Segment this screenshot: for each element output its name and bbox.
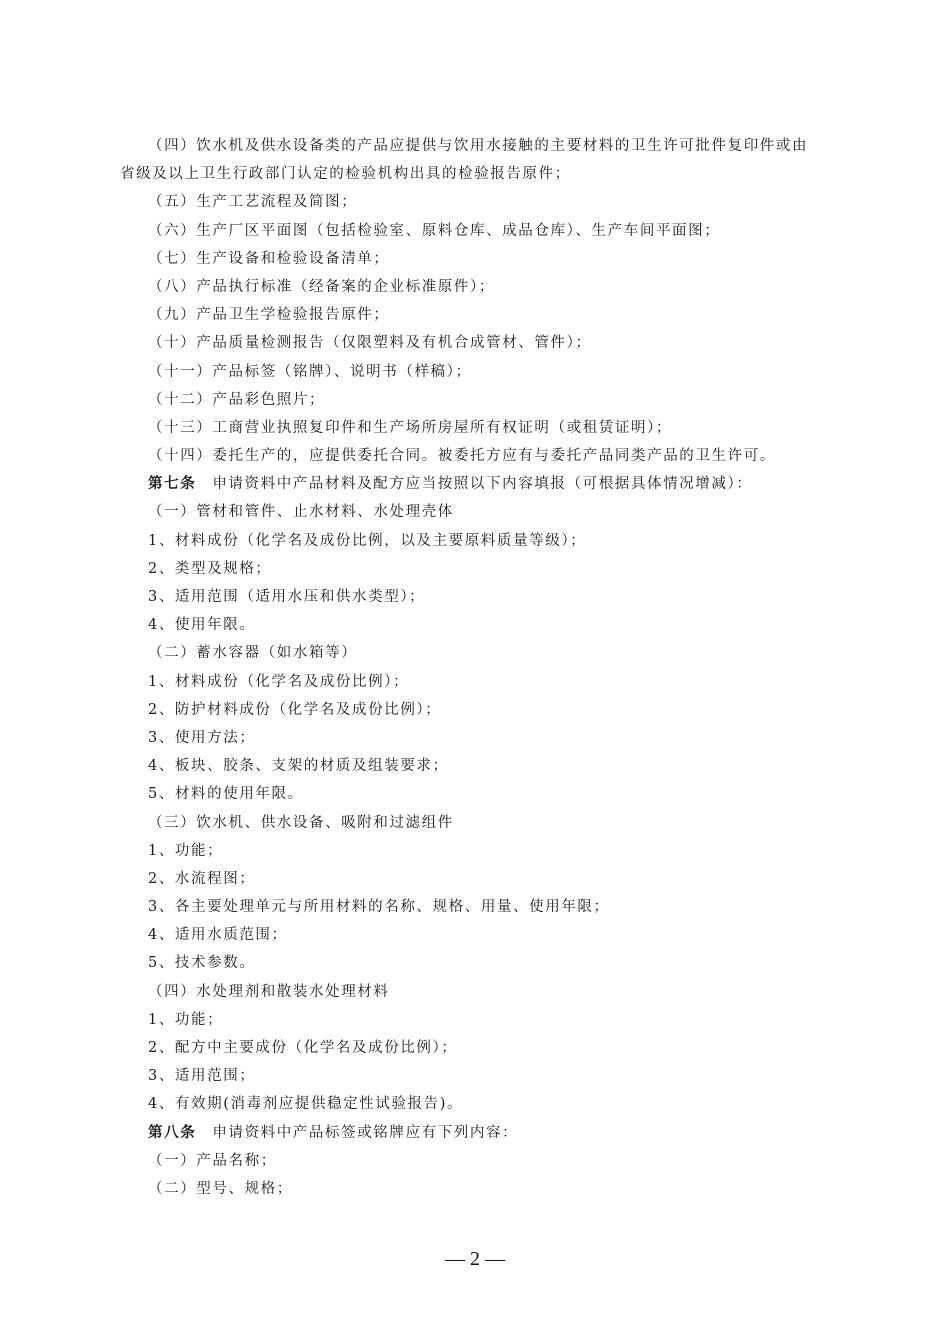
page-number: — 2 — [445,1248,505,1270]
paragraph-line: 省级及以上卫生行政部门认定的检验机构出具的检验报告原件； [120,166,571,183]
article-heading: 第八条 [148,1123,197,1141]
list-item: 3、适用范围； [148,1068,256,1085]
list-item: 5、技术参数。 [148,955,256,972]
list-item: 2、水流程图； [148,870,256,887]
section-heading: （二）蓄水容器（如水箱等） [148,645,358,662]
article-text: 申请资料中产品标签或铭牌应有下列内容： [212,1124,519,1141]
list-item: （八）产品执行标准（经备案的企业标准原件）； [148,278,495,295]
list-item: 5、材料的使用年限。 [148,786,304,803]
list-item: 3、使用方法； [148,729,256,746]
section-heading: （一）管材和管件、止水材料、水处理壳体 [148,504,454,521]
list-item: 2、类型及规格； [148,560,272,577]
list-item: 4、适用水质范围； [148,927,288,944]
list-item: （十二）产品彩色照片； [148,391,326,408]
list-item: （十一）产品标签（铭牌）、说明书（样稿）； [148,363,472,380]
list-item: 1、功能； [148,842,224,859]
section-heading: （四）水处理剂和散装水处理材料 [148,983,390,1000]
document-body [120,132,840,1203]
list-item: （六）生产厂区平面图（包括检验室、原料仓库、成品仓库）、生产车间平面图； [148,222,721,239]
article-text: 申请资料中产品材料及配方应当按照以下内容填报（可根据具体情况增减）： [212,476,753,493]
article-heading: 第七条 [148,475,197,493]
list-item: 4、板块、胶条、支架的材质及组装要求； [148,758,449,775]
list-item: 2、配方中主要成份（化学名及成份比例）； [148,1040,458,1056]
list-item: 1、功能； [148,1011,224,1028]
section-heading: （三）饮水机、供水设备、吸附和过滤组件 [148,814,454,831]
list-item: 4、使用年限。 [148,617,256,634]
list-item: （七）生产设备和检验设备清单； [148,250,390,267]
list-item: （一）产品名称； [148,1152,277,1169]
list-item: （二）型号、规格； [148,1180,293,1197]
list-item: 1、材料成份（化学名及成份比例，以及主要原料质量等级）； [148,532,587,549]
list-item: （十）产品质量检测报告（仅限塑料及有机合成管材、管件）； [148,335,592,352]
list-item: （九）产品卫生学检验报告原件； [148,307,390,324]
list-item: （十三）工商营业执照复印件和生产场所房屋所有权证明（或租赁证明）； [148,419,673,436]
article-seven [120,470,840,498]
list-item: 3、适用范围（适用水压和供水类型）； [148,589,426,605]
list-item: 2、防护材料成份（化学名及成份比例）； [148,701,442,718]
list-item: （五）生产工艺流程及简图； [148,194,358,211]
list-item: 1、材料成份（化学名及成份比例）； [148,673,410,690]
list-item: 4、有效期(消毒剂应提供稳定性试验报告)。 [148,1096,464,1113]
article-eight [120,1119,840,1147]
list-item: 3、各主要处理单元与所用材料的名称、规格、用量、使用年限； [148,899,610,916]
paragraph-line: （四）饮水机及供水设备类的产品应提供与饮用水接触的主要材料的卫生许可批件复印件或由 [148,138,809,154]
list-item: （十四）委托生产的，应提供委托合同。被委托方应有与委托产品同类产品的卫生许可。 [148,448,776,465]
